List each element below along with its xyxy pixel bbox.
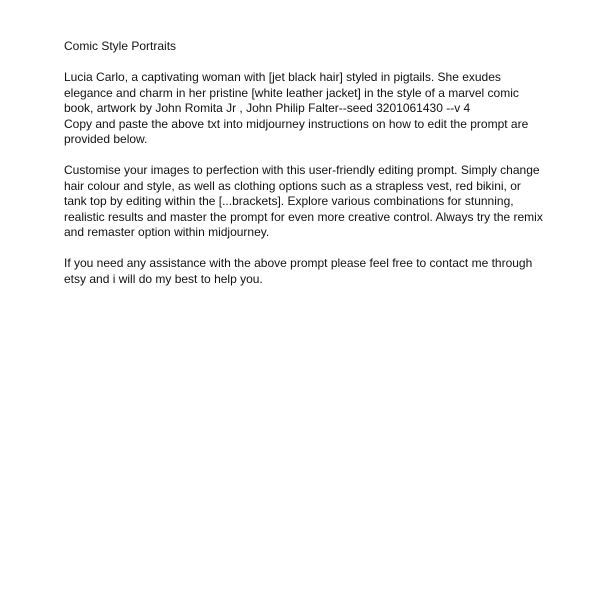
copy-instruction-paragraph: Copy and paste the above txt into midjourney instructions on how to edit the prompt are provided below. <box>64 116 529 146</box>
document-body <box>64 39 544 287</box>
prompt-paragraph: Lucia Carlo, a captivating woman with [jet black hair] styled in pigtails. She exudes elegance and charm in her pristine [white leather jacket] in the style of a marvel comic book, artwork by John Romita Jr , John Philip Falter--seed 3201061430 --v 4 <box>64 70 519 115</box>
customise-paragraph: Customise your images to perfection with this user-friendly editing prompt. Simply change hair colour and style, as well as clothing options such as a strapless vest, red bikini, or tank top by editing within the [...brackets]. Explore various combinations for stunning, realistic results and master the prompt for even more creative control. Always try the remix and remaster option within midjourney. <box>64 163 543 239</box>
assistance-paragraph: If you need any assistance with the above prompt please feel free to contact me through etsy and i will do my best to help you. <box>64 256 533 286</box>
document-title: Comic Style Portraits <box>64 39 177 53</box>
